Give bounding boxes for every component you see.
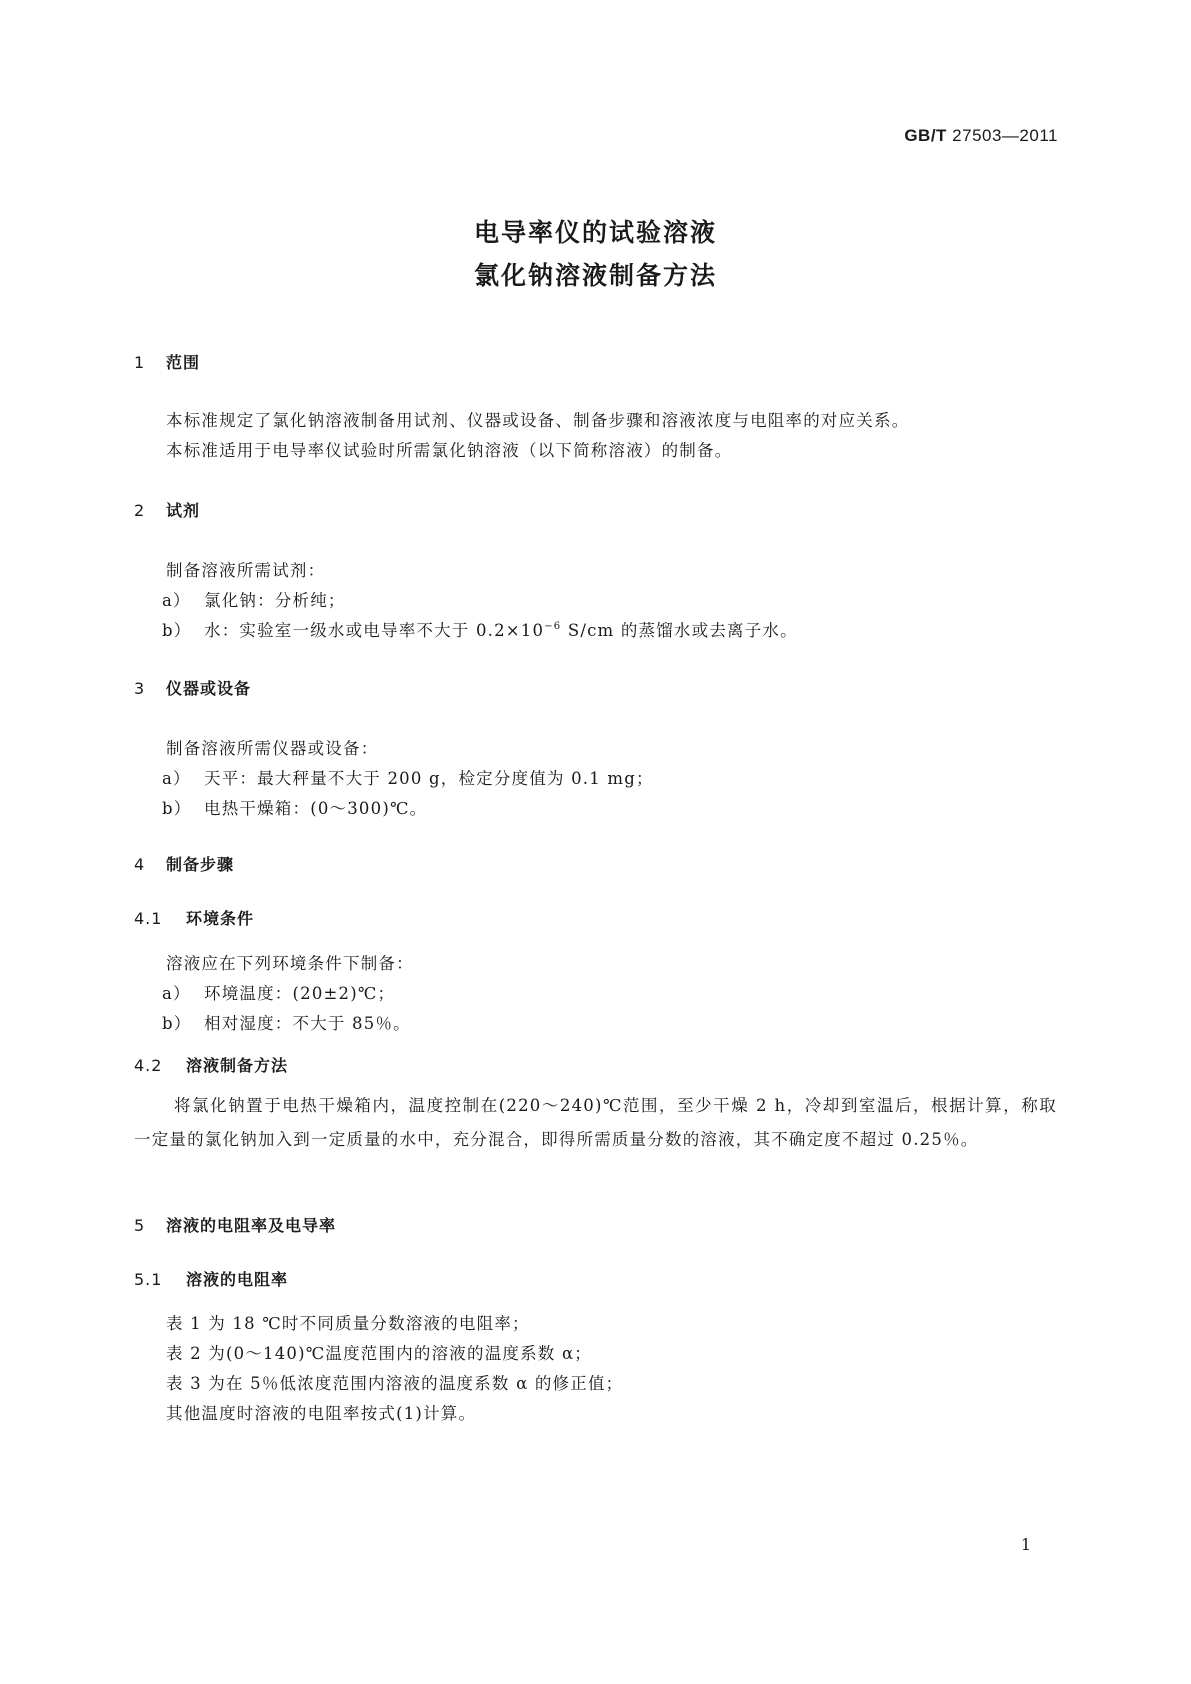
section-5-heading: 5 溶液的电阻率及电导率: [134, 1216, 337, 1235]
standard-number: 27503—2011: [952, 126, 1058, 145]
section-2-heading: 2 试剂: [134, 501, 201, 520]
section-3-intro: 制备溶液所需仪器或设备：: [166, 739, 379, 758]
section-2-item-a: a） 氯化钠：分析纯；: [162, 591, 346, 610]
section-1-heading: 1 范围: [134, 353, 201, 372]
section-2-item-b: b） 水：实验室一级水或电导率不大于 $0.2\times 10^{-6}$ S/cm 的蒸馏水或去离子水。: [162, 621, 798, 640]
section-5-1-line-3: 表 3 为在 5％低浓度范围内溶液的温度系数 α 的修正值；: [166, 1374, 624, 1393]
section-4-2-heading: 4.2 溶液制备方法: [134, 1056, 289, 1075]
page-number: 1: [1020, 1535, 1031, 1554]
section-4-1-item-b: b） 相对湿度：不大于 85％。: [162, 1014, 411, 1033]
section-2-intro: 制备溶液所需试剂：: [166, 561, 326, 580]
section-1-para-1: 本标准规定了氯化钠溶液制备用试剂、仪器或设备、制备步骤和溶液浓度与电阻率的对应关系。: [166, 411, 910, 430]
section-4-1-item-a: a） 环境温度：(20±2)℃；: [162, 984, 396, 1003]
section-5-1-heading: 5.1 溶液的电阻率: [134, 1270, 289, 1289]
section-4-1-heading: 4.1 环境条件: [134, 909, 255, 928]
section-3-heading: 3 仪器或设备: [134, 679, 252, 698]
section-4-heading: 4 制备步骤: [134, 855, 235, 874]
section-3-item-b: b） 电热干燥箱：(0～300)℃。: [162, 799, 428, 818]
standard-prefix: GB/T: [904, 126, 947, 145]
section-4-1-intro: 溶液应在下列环境条件下制备：: [166, 954, 414, 973]
section-5-1-line-1: 表 1 为 18 ℃时不同质量分数溶液的电阻率；: [166, 1314, 530, 1333]
section-4-2-paragraph: 将氯化钠置于电热干燥箱内，温度控制在(220～240)℃范围，至少干燥 2 h，冷却到室温后，根据计算，称取一定量的氯化钠加入到一定质量的水中，充分混合，即得所需质量分数的溶液，其不确定度不超过 0.25％。: [134, 1096, 1057, 1149]
title-line-1: 电导率仪的试验溶液: [473, 218, 717, 247]
section-5-1-line-4: 其他温度时溶液的电阻率按式(1)计算。: [166, 1404, 477, 1423]
section-5-1-line-2: 表 2 为(0～140)℃温度范围内的溶液的温度系数 α；: [166, 1344, 592, 1363]
title-line-2: 氯化钠溶液制备方法: [473, 261, 717, 290]
standard-code: [904, 126, 1058, 146]
section-1-para-2: 本标准适用于电导率仪试验时所需氯化钠溶液（以下简称溶液）的制备。: [166, 441, 733, 460]
section-3-item-a: a） 天平：最大秤量不大于 200 g，检定分度值为 0.1 mg；: [162, 769, 654, 788]
